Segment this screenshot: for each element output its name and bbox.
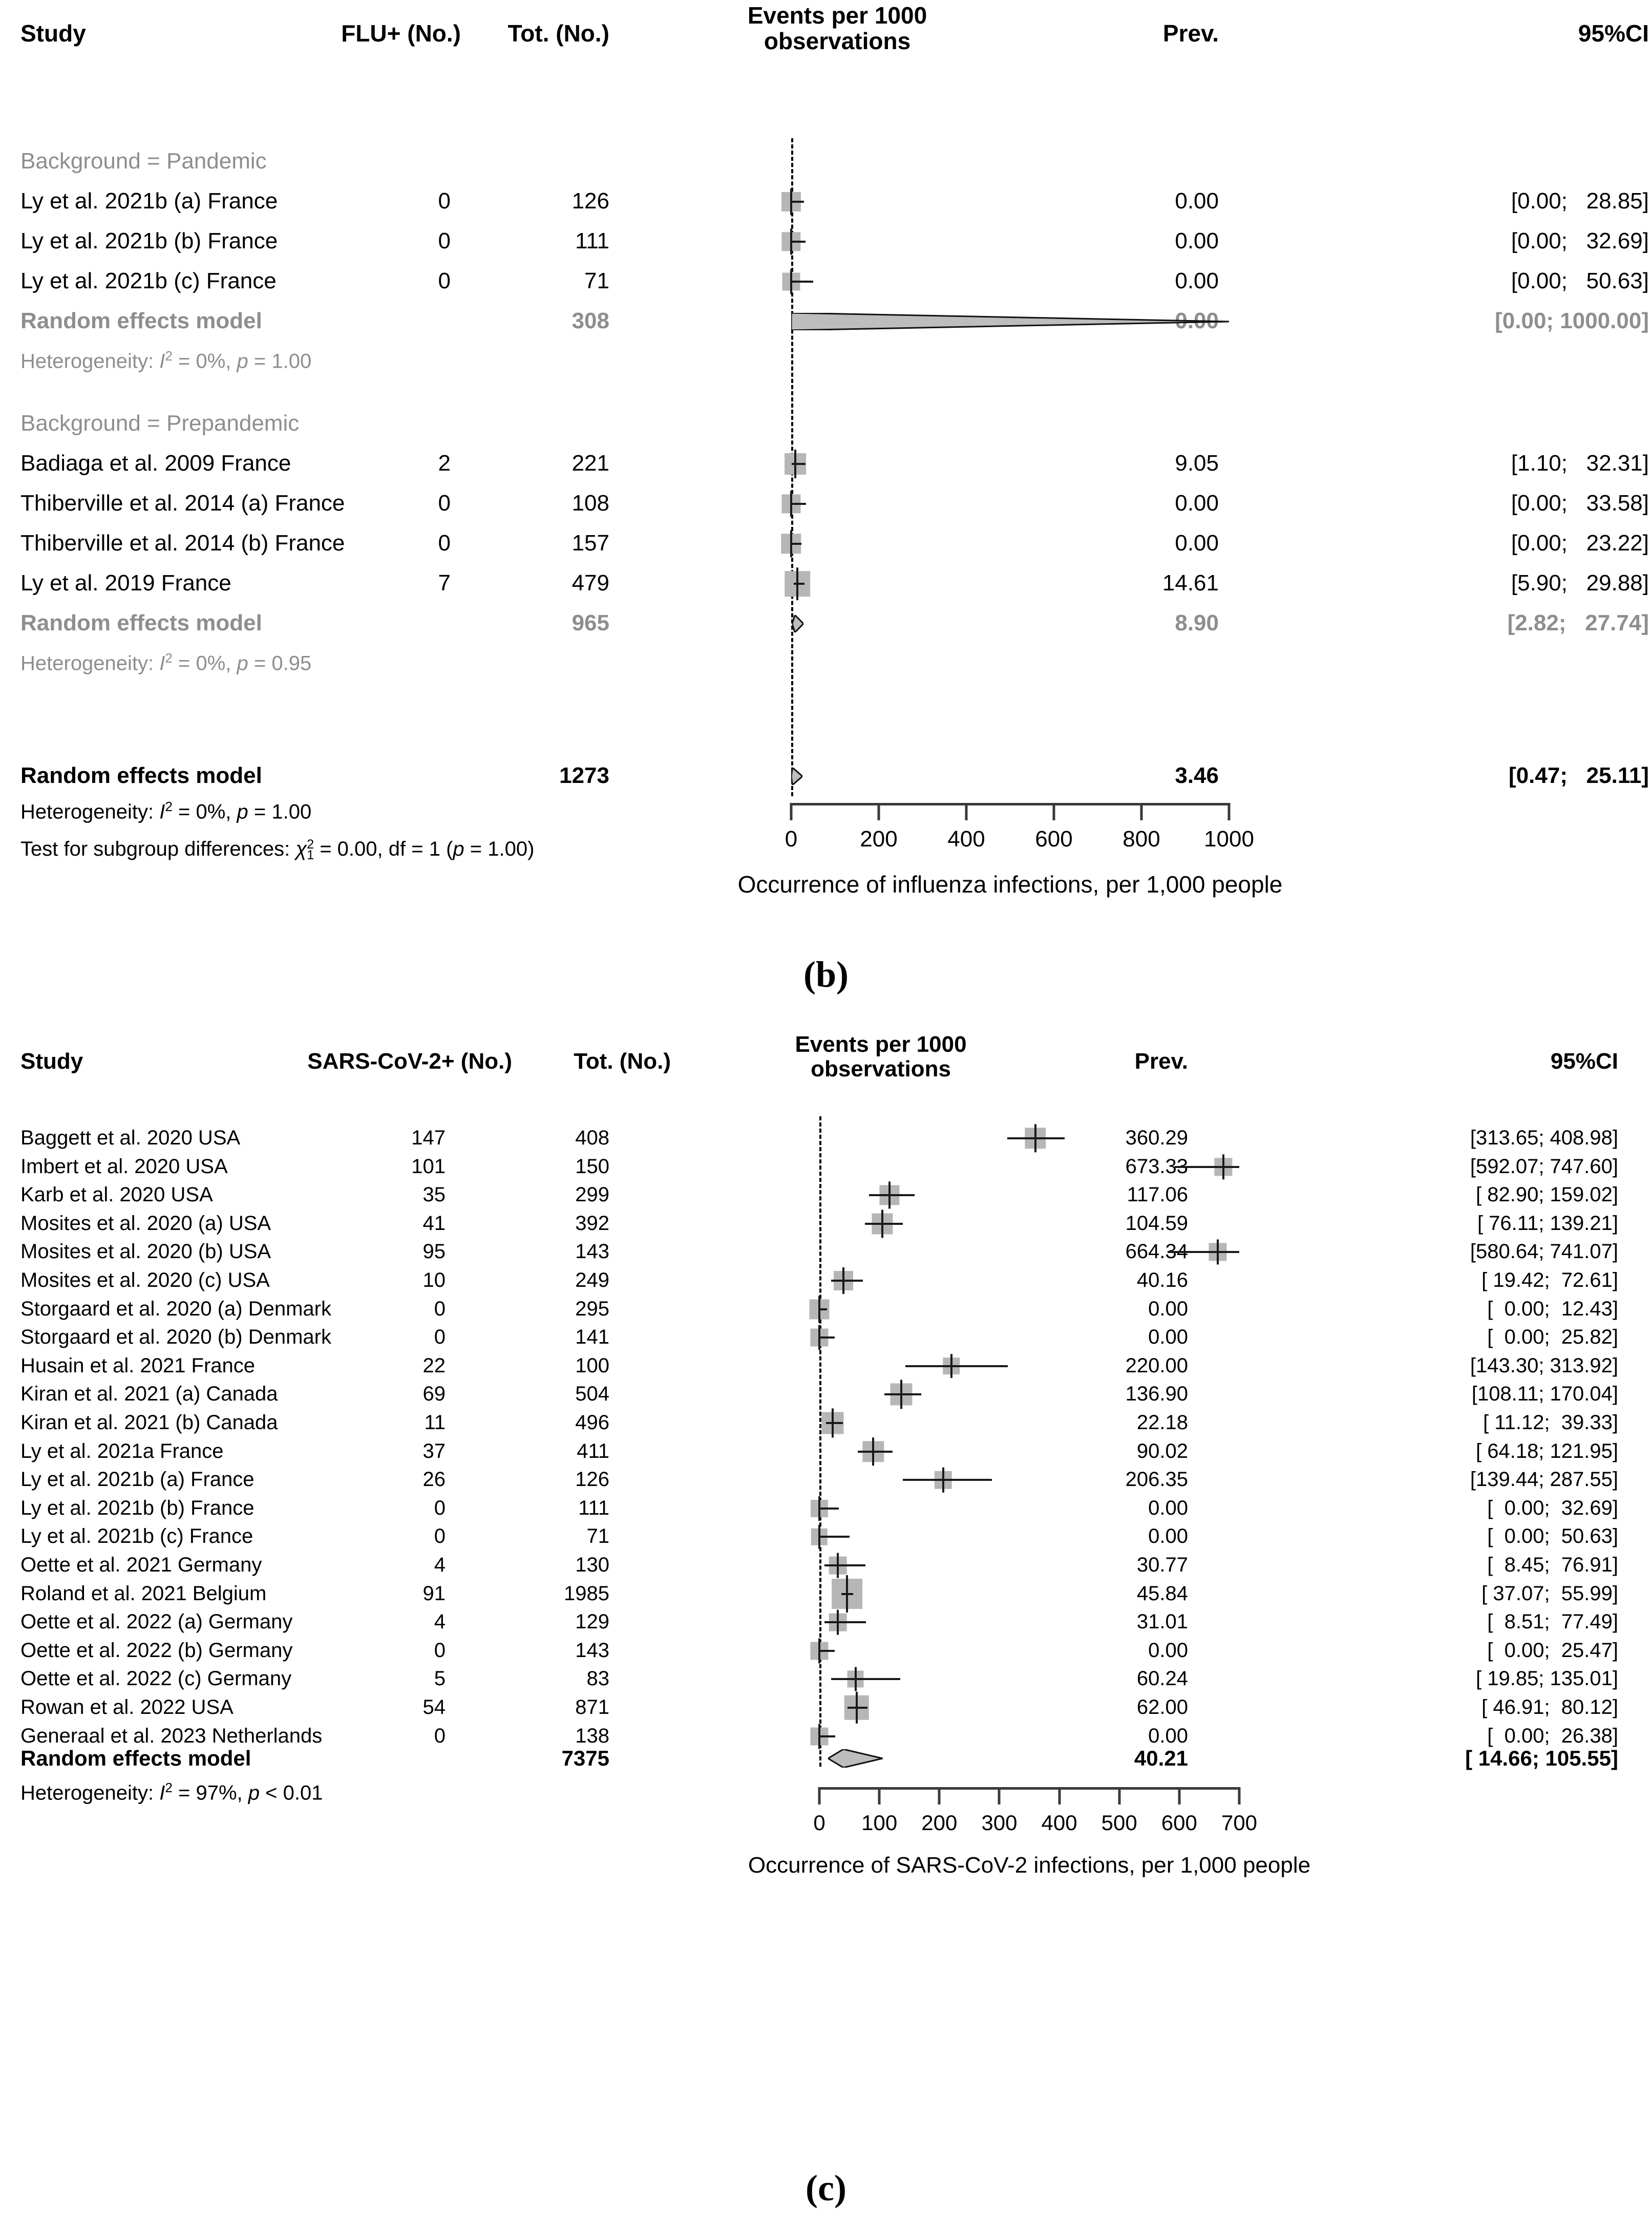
prevalence-value: 0.00	[1148, 1326, 1188, 1349]
total-value: 130	[575, 1554, 609, 1576]
point-estimate-tick	[950, 1354, 952, 1378]
study-label: Oette et al. 2022 (a) Germany	[20, 1610, 293, 1633]
prevalence-value: 0.00	[1148, 1297, 1188, 1320]
prevalence-value: 104.59	[1125, 1212, 1188, 1235]
confidence-interval-value: [0.00; 1000.00]	[1495, 308, 1649, 333]
point-estimate-tick	[942, 1468, 944, 1493]
header-plot-line1: Events per 1000	[795, 1032, 967, 1057]
total-value: 126	[575, 1468, 609, 1491]
study-label: Mosites et al. 2020 (a) USA	[20, 1212, 271, 1235]
events-value: 26	[422, 1468, 446, 1491]
confidence-interval-line	[858, 1451, 893, 1453]
header-prevalence: Prev.	[1162, 20, 1219, 47]
prevalence-value: 673.33	[1125, 1155, 1188, 1178]
study-label: Storgaard et al. 2020 (a) Denmark	[20, 1297, 331, 1320]
heterogeneity-text: Heterogeneity: $I^2 = 0\%$, p = 1.00	[20, 799, 312, 823]
point-estimate-tick	[818, 1525, 820, 1548]
confidence-interval-line	[791, 543, 801, 545]
total-value: 496	[575, 1411, 609, 1434]
prevalence-value: 220.00	[1125, 1354, 1188, 1377]
total-value: 308	[571, 308, 609, 333]
axis-tick-label: 400	[947, 826, 985, 852]
study-label: Oette et al. 2022 (c) Germany	[20, 1667, 292, 1690]
prevalence-value: 0.00	[1175, 188, 1219, 214]
panel-letter-c: (c)	[806, 2168, 846, 2209]
study-label: Ly et al. 2021b (c) France	[20, 1525, 253, 1548]
total-value: 871	[575, 1696, 609, 1718]
events-value: 95	[422, 1240, 446, 1263]
events-value: 0	[434, 1724, 446, 1747]
axis-tick	[1238, 1787, 1241, 1805]
total-value: 143	[575, 1639, 609, 1662]
confidence-interval-line	[905, 1365, 1008, 1367]
point-estimate-tick	[790, 269, 792, 294]
confidence-interval-value: [143.30; 313.92]	[1470, 1354, 1618, 1377]
events-value: 7	[438, 570, 451, 596]
axis-tick-label: 1000	[1204, 826, 1254, 852]
events-value: 41	[422, 1212, 446, 1235]
total-value: 299	[575, 1183, 609, 1206]
study-label: Oette et al. 2022 (b) Germany	[20, 1639, 293, 1662]
confidence-interval-value: [ 82.90; 159.02]	[1475, 1183, 1618, 1206]
forest-plot-panel-b	[0, 0, 1652, 937]
confidence-interval-value: [ 0.00; 26.38]	[1487, 1724, 1618, 1747]
events-value: 4	[434, 1554, 446, 1576]
total-value: 129	[575, 1610, 609, 1633]
prevalence-value: 117.06	[1127, 1183, 1188, 1206]
panel-letter-b: (b)	[803, 954, 849, 995]
events-value: 0	[434, 1496, 446, 1519]
total-value: 71	[586, 1525, 609, 1548]
events-value: 4	[434, 1610, 446, 1633]
confidence-interval-line	[831, 1678, 900, 1680]
point-estimate-tick	[1034, 1124, 1036, 1152]
events-value: 91	[422, 1582, 446, 1605]
axis-tick-label: 700	[1221, 1811, 1258, 1835]
confidence-interval-value: [ 19.85; 135.01]	[1475, 1667, 1618, 1690]
header-plot-line1: Events per 1000	[747, 2, 927, 29]
study-label: Ly et al. 2021b (a) France	[20, 1468, 255, 1491]
study-label: Ly et al. 2021b (b) France	[20, 228, 278, 253]
confidence-interval-line	[826, 1422, 843, 1424]
axis-tick-label: 300	[981, 1811, 1018, 1835]
prevalence-value: 62.00	[1136, 1696, 1188, 1718]
point-estimate-tick	[790, 530, 792, 557]
confidence-interval-value: [ 76.11; 139.21]	[1477, 1212, 1618, 1235]
confidence-interval-value: [ 11.12; 39.33]	[1483, 1411, 1618, 1434]
total-value: 157	[571, 530, 609, 556]
confidence-interval-value: [2.82; 27.74]	[1507, 610, 1649, 635]
axis-tick-label: 100	[861, 1811, 898, 1835]
confidence-interval-value: [ 8.51; 77.49]	[1487, 1610, 1618, 1633]
study-label: Ly et al. 2019 France	[20, 570, 231, 596]
axis-tick	[1053, 803, 1055, 820]
events-value: 0	[434, 1297, 446, 1320]
prevalence-value: 14.61	[1162, 570, 1219, 596]
confidence-interval-line	[794, 583, 804, 585]
confidence-interval-line	[903, 1479, 992, 1481]
study-label: Ly et al. 2021a France	[20, 1439, 224, 1462]
prevalence-value: 136.90	[1125, 1383, 1188, 1406]
study-label: Ly et al. 2021b (a) France	[20, 188, 278, 214]
header-ci: 95%CI	[1550, 1049, 1618, 1074]
axis-tick	[878, 1787, 881, 1805]
confidence-interval-value: [ 0.00; 12.43]	[1487, 1297, 1618, 1320]
confidence-interval-line	[869, 1194, 915, 1196]
total-value: 71	[584, 268, 609, 293]
total-value: 249	[575, 1269, 609, 1291]
study-label: Baggett et al. 2020 USA	[20, 1127, 241, 1149]
confidence-interval-value: [ 0.00; 50.63]	[1487, 1525, 1618, 1548]
confidence-interval-value: [ 37.07; 55.99]	[1481, 1582, 1618, 1605]
confidence-interval-value: [0.47; 25.11]	[1509, 763, 1649, 788]
point-estimate-tick	[796, 567, 798, 600]
total-value: 111	[575, 228, 609, 253]
events-value: 0	[438, 188, 451, 214]
header-total: Tot. (No.)	[574, 1049, 671, 1074]
header-events: FLU+ (No.)	[341, 20, 461, 47]
prevalence-value: 90.02	[1136, 1439, 1188, 1462]
study-label: Rowan et al. 2022 USA	[20, 1696, 234, 1718]
total-value: 108	[571, 491, 609, 516]
confidence-interval-line	[819, 1536, 850, 1538]
total-value: 408	[575, 1127, 609, 1149]
point-estimate-tick	[846, 1575, 848, 1613]
header-ci: 95%CI	[1578, 20, 1649, 47]
axis-tick	[998, 1787, 1001, 1805]
prevalence-value: 40.21	[1134, 1746, 1188, 1770]
confidence-interval-line	[791, 503, 806, 505]
study-label: Kiran et al. 2021 (b) Canada	[20, 1411, 278, 1434]
study-label: Roland et al. 2021 Belgium	[20, 1582, 267, 1605]
point-estimate-tick	[790, 228, 792, 254]
pooled-diamond	[791, 313, 1229, 330]
pooled-diamond	[791, 768, 802, 785]
confidence-interval-value: [0.00; 28.85]	[1511, 188, 1649, 214]
point-estimate-tick	[818, 1296, 820, 1323]
axis-tick-label: 800	[1122, 826, 1160, 852]
confidence-interval-value: [ 46.91; 80.12]	[1481, 1696, 1618, 1718]
subgroup-summary-label: Random effects model	[20, 610, 262, 635]
total-value: 479	[571, 570, 609, 596]
confidence-interval-value: [ 14.66; 105.55]	[1465, 1746, 1618, 1770]
prevalence-value: 40.16	[1136, 1269, 1188, 1291]
header-study: Study	[20, 1049, 83, 1074]
confidence-interval-value: [580.64; 741.07]	[1470, 1240, 1618, 1263]
axis-tick-label: 500	[1101, 1811, 1137, 1835]
events-value: 22	[422, 1354, 446, 1377]
confidence-interval-value: [1.10; 32.31]	[1511, 451, 1649, 476]
axis-tick	[878, 803, 880, 820]
axis-bar	[819, 1787, 1239, 1790]
point-estimate-tick	[881, 1209, 883, 1238]
point-estimate-tick	[888, 1182, 891, 1209]
events-value: 147	[411, 1127, 446, 1149]
study-label: Badiaga et al. 2009 France	[20, 451, 291, 476]
events-value: 54	[422, 1696, 446, 1718]
header-total: Tot. (No.)	[507, 20, 609, 47]
confidence-interval-value: [5.90; 29.88]	[1511, 570, 1649, 596]
prevalence-value: 0.00	[1175, 228, 1219, 253]
point-estimate-tick	[872, 1437, 874, 1466]
study-label: Storgaard et al. 2020 (b) Denmark	[20, 1326, 331, 1349]
axis-tick	[1140, 803, 1143, 820]
study-label: Oette et al. 2021 Germany	[20, 1554, 262, 1576]
confidence-interval-value: [0.00; 33.58]	[1511, 491, 1649, 516]
axis-tick	[1228, 803, 1231, 820]
axis-tick-label: 200	[921, 1811, 958, 1835]
overall-summary-label: Random effects model	[20, 1746, 251, 1770]
prevalence-value: 0.00	[1175, 530, 1219, 556]
header-study: Study	[20, 20, 86, 47]
axis-tick-label: 400	[1041, 1811, 1077, 1835]
axis-tick	[1118, 1787, 1120, 1805]
point-estimate-tick	[837, 1553, 839, 1578]
study-label: Mosites et al. 2020 (b) USA	[20, 1240, 271, 1263]
subgroup-summary-label: Random effects model	[20, 308, 262, 333]
total-value: 7375	[561, 1746, 609, 1770]
prevalence-value: 0.00	[1175, 491, 1219, 516]
confidence-interval-line	[831, 1280, 863, 1282]
point-estimate-tick	[818, 1325, 820, 1350]
events-value: 2	[438, 451, 451, 476]
events-value: 0	[434, 1326, 446, 1349]
study-label: Ly et al. 2021b (c) France	[20, 268, 277, 293]
confidence-interval-value: [0.00; 32.69]	[1511, 228, 1649, 253]
events-value: 0	[438, 530, 451, 556]
confidence-interval-line	[819, 1336, 835, 1339]
subgroup-label: Background = Pandemic	[20, 148, 267, 174]
point-estimate-tick	[818, 1724, 820, 1749]
prevalence-value: 3.46	[1175, 763, 1219, 788]
prevalence-value: 22.18	[1136, 1411, 1188, 1434]
total-value: 295	[575, 1297, 609, 1320]
axis-tick	[790, 803, 793, 820]
header-plot-line2: observations	[764, 27, 911, 54]
confidence-interval-value: [0.00; 23.22]	[1511, 530, 1649, 556]
prevalence-value: 0.00	[1148, 1639, 1188, 1662]
study-label: Thiberville et al. 2014 (b) France	[20, 530, 345, 556]
prevalence-value: 31.01	[1136, 1610, 1188, 1633]
reference-line	[819, 1116, 821, 1767]
events-value: 37	[422, 1439, 446, 1462]
confidence-interval-value: [108.11; 170.04]	[1471, 1383, 1618, 1406]
total-value: 965	[571, 610, 609, 635]
total-value: 504	[575, 1383, 609, 1406]
total-value: 138	[575, 1724, 609, 1747]
confidence-interval-line	[819, 1650, 835, 1652]
total-value: 100	[575, 1354, 609, 1377]
confidence-interval-value: [ 0.00; 25.82]	[1487, 1326, 1618, 1349]
point-estimate-tick	[794, 450, 796, 478]
axis-title: Occurrence of SARS-CoV-2 infections, per 1,000 people	[748, 1853, 1311, 1878]
events-value: 10	[422, 1269, 446, 1291]
total-value: 1985	[564, 1582, 609, 1605]
total-value: 126	[571, 188, 609, 214]
point-estimate-tick	[900, 1380, 902, 1409]
heterogeneity-text: Heterogeneity: $I^2 = 0\%$, p = 1.00	[20, 348, 312, 373]
prevalence-value: 664.34	[1125, 1240, 1188, 1263]
events-value: 101	[411, 1155, 446, 1178]
total-value: 411	[577, 1439, 609, 1462]
confidence-interval-value: [139.44; 287.55]	[1470, 1468, 1618, 1491]
axis-tick-label: 0	[813, 1811, 825, 1835]
axis-tick-label: 200	[860, 826, 898, 852]
confidence-interval-value: [ 64.18; 121.95]	[1475, 1439, 1618, 1462]
prevalence-value: 45.84	[1136, 1582, 1188, 1605]
prevalence-value: 0.00	[1148, 1724, 1188, 1747]
total-value: 1273	[559, 763, 609, 788]
confidence-interval-line	[1175, 1166, 1239, 1168]
total-value: 83	[586, 1667, 609, 1690]
prevalence-value: 0.00	[1148, 1496, 1188, 1519]
subgroup-label: Background = Prepandemic	[20, 411, 300, 436]
prevalence-value: 0.00	[1175, 268, 1219, 293]
point-estimate-tick	[1222, 1154, 1224, 1179]
point-estimate-tick	[1217, 1240, 1219, 1265]
heterogeneity-text: Heterogeneity: $I^2 = 0\%$, p = 0.95	[20, 650, 312, 675]
point-estimate-tick	[818, 1638, 820, 1663]
header-plot-title	[607, 3, 1068, 54]
axis-bar	[791, 803, 1229, 805]
axis-title: Occurrence of influenza infections, per 1,000 people	[737, 871, 1283, 898]
header-prevalence: Prev.	[1134, 1049, 1188, 1074]
confidence-interval-line	[865, 1223, 903, 1225]
axis-tick	[938, 1787, 941, 1805]
confidence-interval-line	[884, 1393, 922, 1395]
overall-summary-label: Random effects model	[20, 763, 262, 788]
events-value: 5	[434, 1667, 446, 1690]
point-estimate-tick	[790, 188, 792, 215]
confidence-interval-line	[824, 1621, 866, 1623]
prevalence-value: 30.77	[1136, 1554, 1188, 1576]
pooled-diamond	[828, 1749, 882, 1768]
confidence-interval-line	[819, 1308, 827, 1310]
events-value: 35	[422, 1183, 446, 1206]
events-value: 69	[422, 1383, 446, 1406]
confidence-interval-value: [313.65; 408.98]	[1470, 1127, 1618, 1149]
header-events: SARS-CoV-2+ (No.)	[307, 1049, 512, 1074]
point-estimate-tick	[790, 491, 792, 517]
axis-tick	[1178, 1787, 1180, 1805]
axis-tick	[818, 1787, 821, 1805]
confidence-interval-value: [ 8.45; 76.91]	[1487, 1554, 1618, 1576]
events-value: 0	[438, 228, 451, 253]
study-label: Husain et al. 2021 France	[20, 1354, 256, 1377]
axis-tick	[965, 803, 968, 820]
events-value: 0	[434, 1525, 446, 1548]
study-label: Mosites et al. 2020 (c) USA	[20, 1269, 270, 1291]
prevalence-value: 8.90	[1175, 610, 1219, 635]
confidence-interval-line	[791, 281, 813, 283]
study-label: Thiberville et al. 2014 (a) France	[20, 491, 345, 516]
axis-tick-label: 600	[1161, 1811, 1197, 1835]
point-estimate-tick	[855, 1667, 857, 1691]
forest-plot-panel-c	[0, 1029, 1652, 2186]
study-label: Imbert et al. 2020 USA	[20, 1155, 228, 1178]
point-estimate-tick	[856, 1692, 858, 1724]
confidence-interval-line	[791, 201, 804, 203]
total-value: 141	[575, 1326, 609, 1349]
axis-tick	[1058, 1787, 1061, 1805]
events-value: 0	[438, 268, 451, 293]
axis-tick-label: 600	[1035, 826, 1073, 852]
confidence-interval-value: [592.07; 747.60]	[1470, 1155, 1618, 1178]
confidence-interval-line	[824, 1564, 865, 1566]
heterogeneity-text: Heterogeneity: $I^2 = 97\%$, p < 0.01	[20, 1780, 323, 1805]
prevalence-value: 9.05	[1175, 451, 1219, 476]
point-estimate-tick	[818, 1496, 820, 1521]
confidence-interval-line	[791, 241, 806, 243]
confidence-interval-value: [ 0.00; 32.69]	[1487, 1496, 1618, 1519]
study-label: Kiran et al. 2021 (a) Canada	[20, 1383, 278, 1406]
study-label: Karb et al. 2020 USA	[20, 1183, 213, 1206]
axis-tick-label: 0	[785, 826, 798, 852]
point-estimate-tick	[842, 1267, 844, 1294]
header-plot-line2: observations	[811, 1056, 951, 1081]
total-value: 111	[578, 1496, 609, 1519]
events-value: 11	[424, 1411, 446, 1434]
point-estimate-tick	[832, 1409, 834, 1438]
prevalence-value: 0.00	[1148, 1525, 1188, 1548]
total-value: 221	[571, 451, 609, 476]
point-estimate-tick	[837, 1610, 839, 1635]
subgroup-test-text: Test for subgroup differences: χ2 1 = 0.00, df = 1 (p = 1.00)	[20, 837, 535, 863]
prevalence-value: 360.29	[1125, 1127, 1188, 1149]
pooled-diamond	[792, 615, 803, 632]
total-value: 392	[575, 1212, 609, 1235]
confidence-interval-value: [ 0.00; 25.47]	[1487, 1639, 1618, 1662]
total-value: 143	[575, 1240, 609, 1263]
prevalence-value: 206.35	[1125, 1468, 1188, 1491]
total-value: 150	[575, 1155, 609, 1178]
confidence-interval-line	[1168, 1251, 1239, 1253]
prevalence-value: 60.24	[1136, 1667, 1188, 1690]
events-value: 0	[438, 491, 451, 516]
study-label: Generaal et al. 2023 Netherlands	[20, 1724, 323, 1747]
study-label: Ly et al. 2021b (b) France	[20, 1496, 255, 1519]
events-value: 0	[434, 1639, 446, 1662]
confidence-interval-line	[819, 1508, 839, 1510]
confidence-interval-value: [ 19.42; 72.61]	[1481, 1269, 1618, 1291]
confidence-interval-value: [0.00; 50.63]	[1511, 268, 1649, 293]
confidence-interval-line	[819, 1735, 835, 1737]
